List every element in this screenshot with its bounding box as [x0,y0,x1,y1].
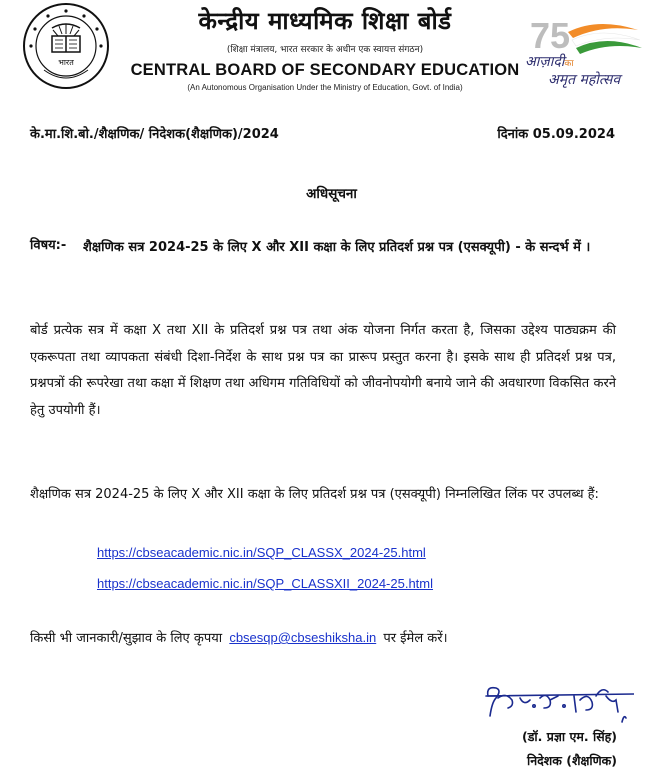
contact-line [30,628,448,646]
board-subtitle-hindi: (शिक्षा मंत्रालय, भारत सरकार के अधीन एक स्वायत्त संगठन) [226,45,424,55]
signatory-name: (डॉ. प्रज्ञा एम. सिंह) [522,729,617,744]
notice-title: अधिसूचना [306,186,357,202]
amrit-text-line2: अमृत महोत्सव [548,72,621,88]
paragraph-availability: शैक्षणिक सत्र 2024-25 के लिए X और XII कक्षा के लिए प्रतिदर्श प्रश्न पत्र (एसक्यूपी) निम्नलिखित लिंक पर उपलब्ध हैं: [30,487,599,502]
board-subtitle-english: (An Autonomous Organisation Under the Ministry of Education, Govt. of India) [187,83,463,92]
signature-icon [484,682,634,726]
sqp-class-xii-link[interactable]: https://cbseacademic.nic.in/SQP_CLASSXII_2024-25.html [97,576,434,591]
contact-email-link[interactable]: cbsesqp@cbseshiksha.in [229,630,377,645]
board-name-english: CENTRAL BOARD OF SECONDARY EDUCATION [130,61,520,79]
svg-text:भारत: भारत [58,58,74,67]
notice-date: दिनांक 05.09.2024 [497,127,615,142]
cbse-logo-icon [22,2,110,90]
contact-prefix: किसी भी जानकारी/सुझाव के लिए कृपया [30,631,223,646]
reference-number: के.मा.शि.बो./शैक्षणिक/ निदेशक(शैक्षणिक)/2024 [30,127,279,142]
paragraph-intro: बोर्ड प्रत्येक सत्र में कक्षा X तथा XII के प्रतिदर्श प्रश्न पत्र तथा अंक योजना निर्गत करता है, जिसका उद्देश्य पाठ्यक्रम की एकरूपता तथा व्यापकता संबंधी दिशा-निर्देश के साथ प्रश्न पत्र का प्रारूप प्रस्तुत करना है। इसके साथ ही प्रतिदर्श प्रश्न पत्र, प्रश्नपत्रों की रूपरेखा तथा कक्षा में शिक्षण तथा अधिगम गतिविधियों को जीवनोपयोगी बनाये जाने की अवधारणा विकसित करने हेतु उपयोगी हैं। [30,323,616,418]
sqp-class-x-link[interactable]: https://cbseacademic.nic.in/SQP_CLASSX_2024-25.html [97,545,426,560]
svg-text:75: 75 [530,15,571,56]
amrit-text-line1: आज़ादीका [525,54,574,70]
subject-label: विषय:- [30,238,67,253]
signatory-designation: निदेशक (शैक्षणिक) [526,753,617,768]
subject-text: शैक्षणिक सत्र 2024-25 के लिए X और XII कक्षा के लिए प्रतिदर्श प्रश्न पत्र (एसक्यूपी) - के सन्दर्भ में । [83,240,591,255]
contact-suffix: पर ईमेल करें। [383,631,448,646]
board-name-hindi: केन्द्रीय माध्यमिक शिक्षा बोर्ड [198,7,452,35]
